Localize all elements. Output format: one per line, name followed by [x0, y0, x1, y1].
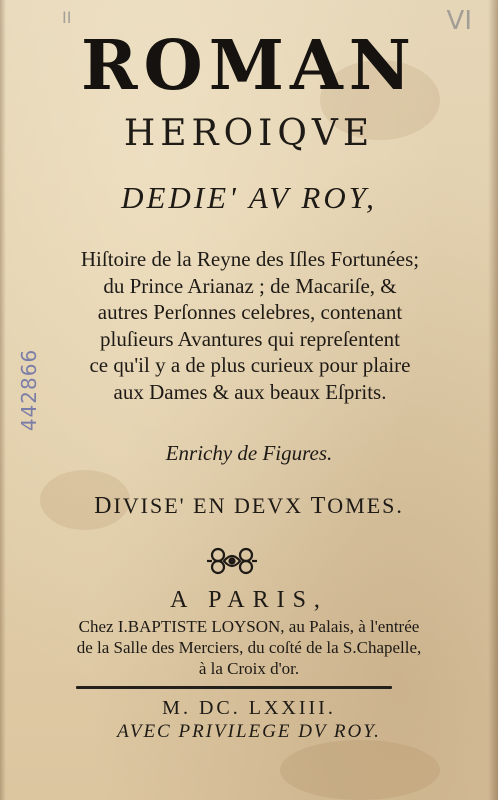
description-line: aux Dames & aux beaux Eſprits.: [113, 379, 387, 404]
dedication: DEDIE' AV ROY,: [121, 180, 377, 215]
book-subtitle: HEROIQVE: [123, 113, 375, 154]
paper-stain: [280, 740, 440, 800]
volumes-initial-t: T: [310, 493, 328, 519]
publisher-block: [14, 616, 484, 679]
horizontal-rule: [76, 686, 392, 689]
fleuron-ornament-icon: [204, 546, 260, 576]
royal-privilege: AVEC PRIVILEGE DV ROY.: [117, 721, 381, 742]
publisher-line: de la Salle des Merciers, du coſté de la S.Chapelle,: [76, 638, 422, 657]
volumes-line: [0, 492, 498, 520]
enrichy-line: Enrichy de Figures.: [165, 441, 333, 465]
description-line: du Prince Arianaz ; de Macariſe, &: [103, 273, 397, 298]
description-line: autres Perſonnes celebres, contenant: [97, 300, 403, 324]
description-line: pluſieurs Avantures qui repreſentent: [100, 326, 400, 351]
volumes-word-divise: IVISE': [113, 493, 186, 518]
library-stamp-number: 442866: [17, 348, 42, 432]
description-block: [20, 246, 480, 405]
description-line: ce qu'il y a de plus curieux pour plaire: [89, 353, 411, 377]
pencil-mark-top-right: VI: [446, 6, 472, 36]
volumes-initial-d: D: [94, 493, 114, 519]
volumes-word-tomes: OMES.: [327, 493, 404, 518]
publisher-line: à la Croix d'or.: [198, 659, 300, 678]
description-line: Hiſtoire de la Reyne des Iſles Fortunées;: [80, 247, 420, 271]
volumes-middle: EN DEVX: [185, 493, 311, 518]
imprint-city: A PARIS,: [170, 587, 328, 613]
imprint-year: M. DC. LXXIII.: [162, 697, 336, 719]
publisher-line: Chez I.BAPTISTE LOYSON, au Palais, à l'entrée: [78, 617, 420, 636]
pencil-mark-top-left: II: [62, 8, 72, 27]
book-title: ROMAN: [81, 26, 417, 106]
